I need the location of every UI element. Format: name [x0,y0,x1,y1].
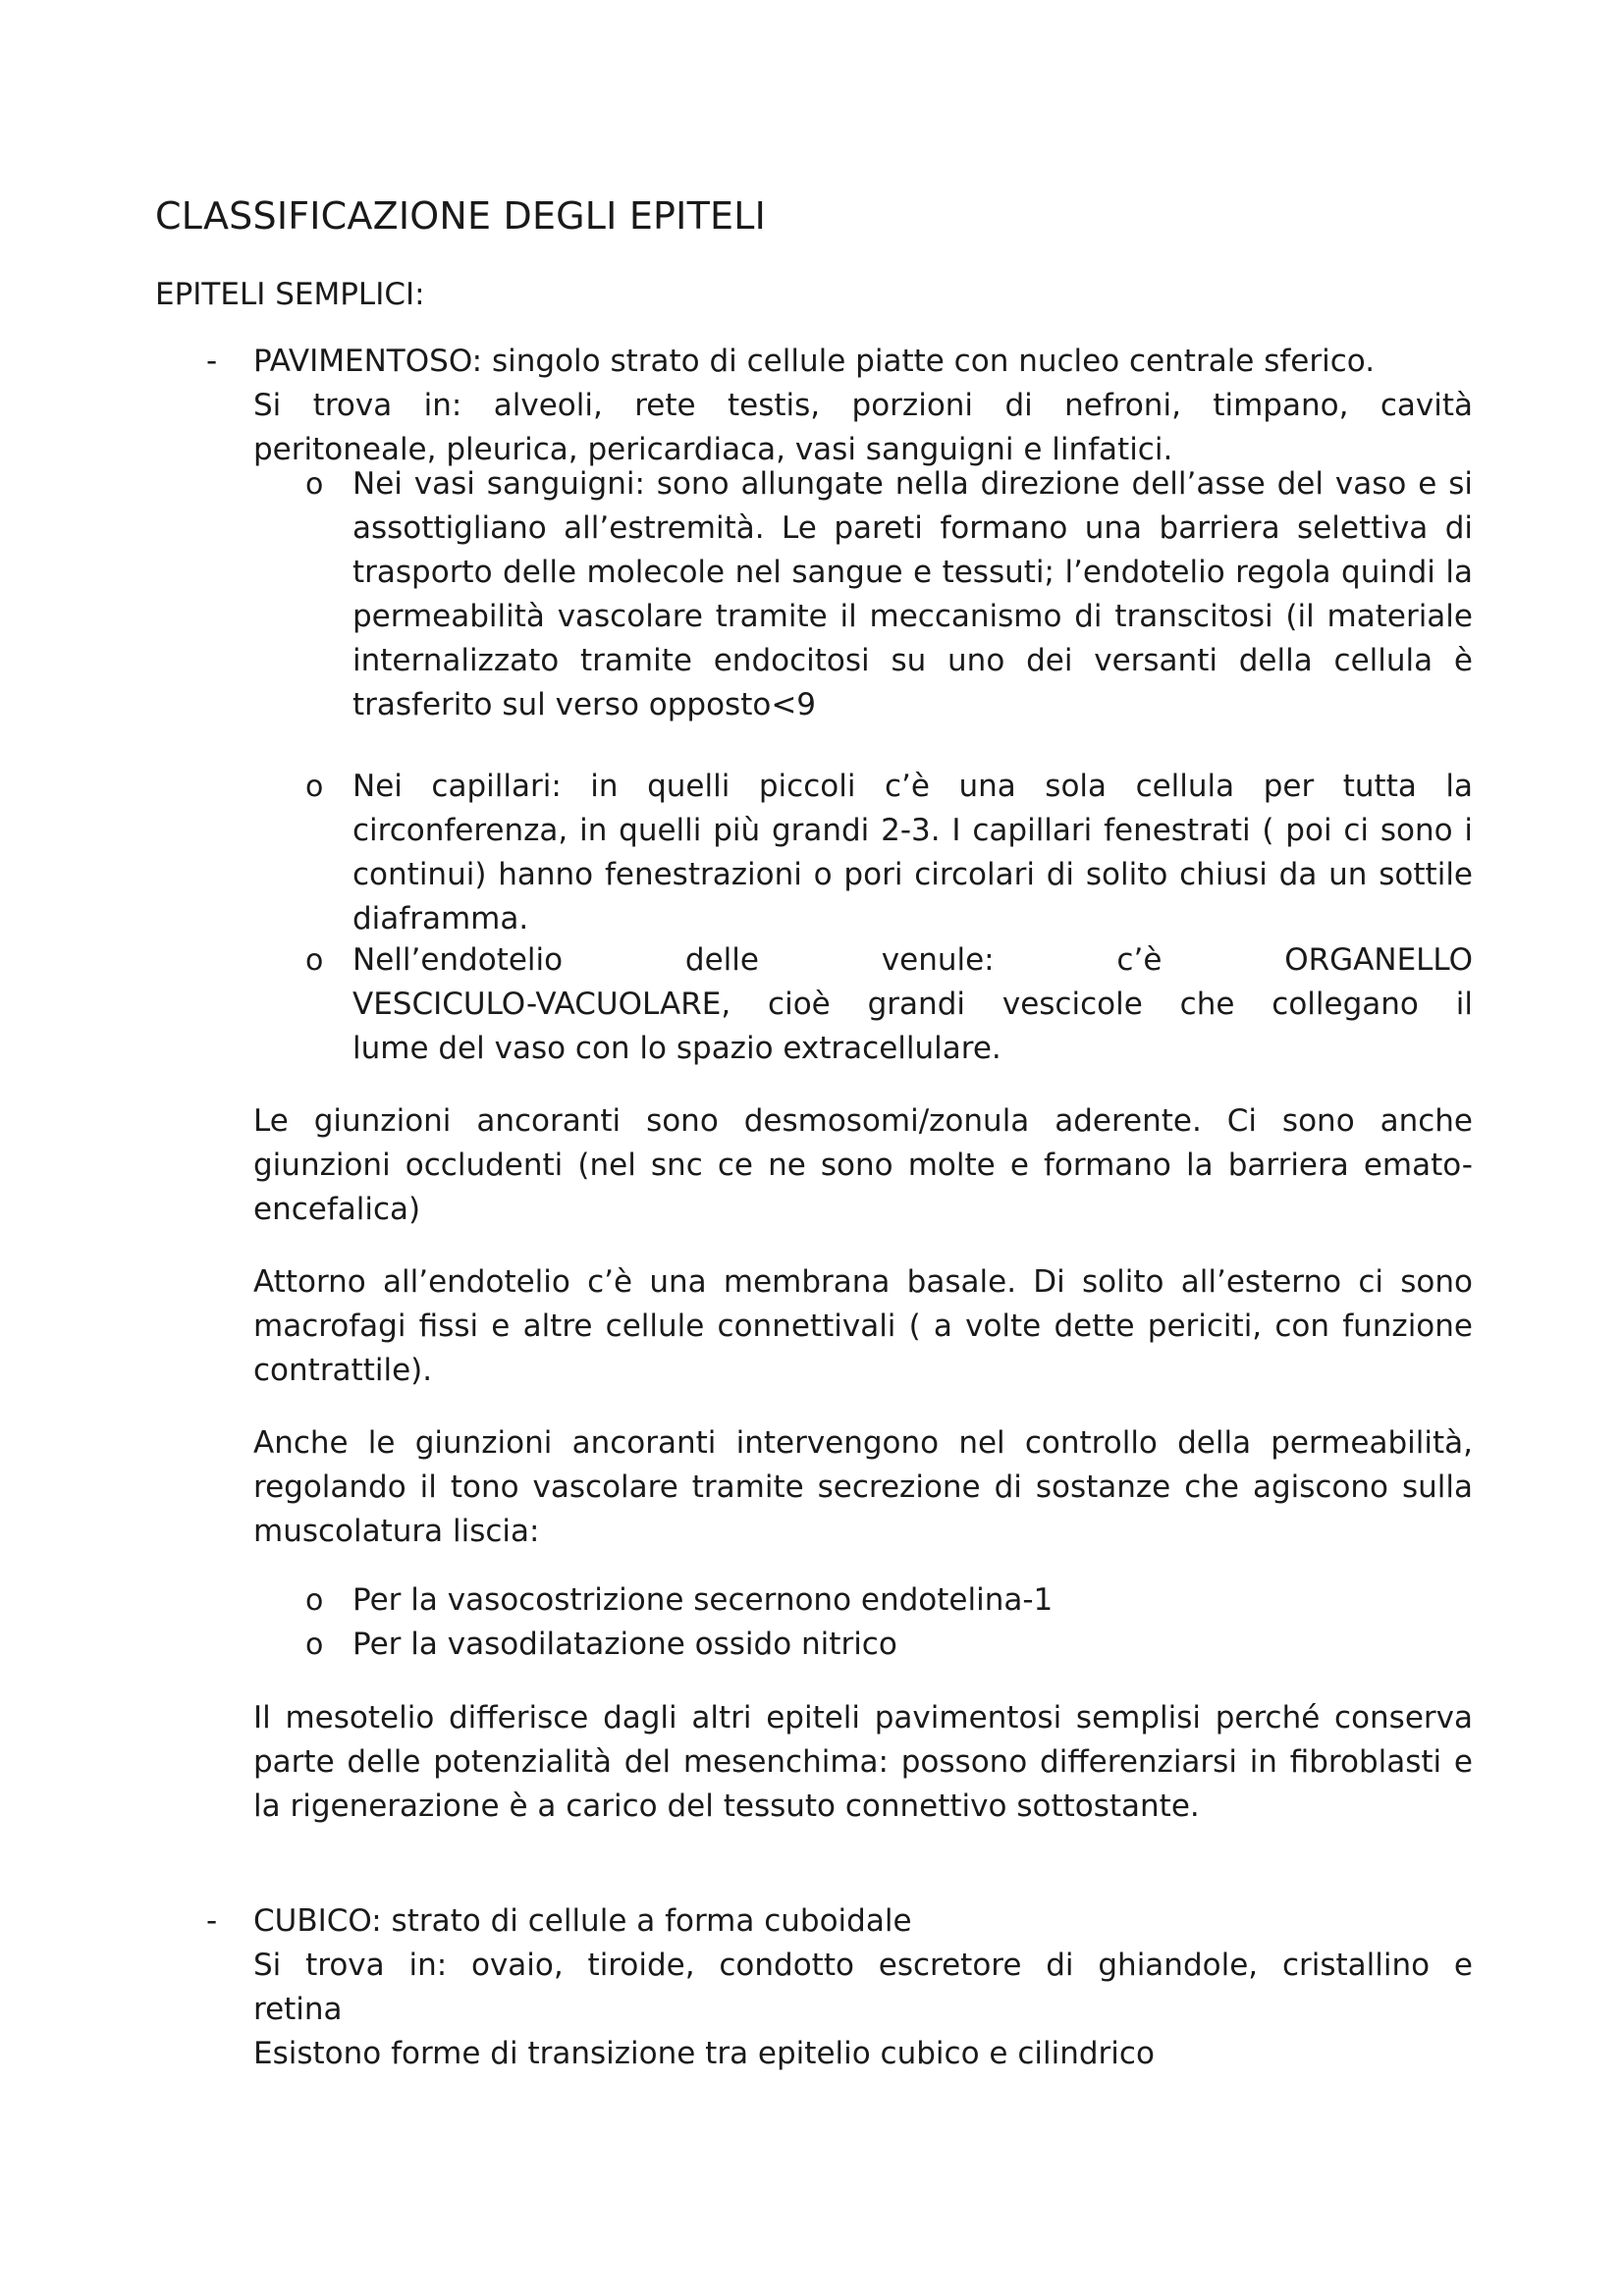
sub-item-venule [352,938,1473,1071]
cubico-line-4: Esistono forme di transizione tra epitelio cubico e cilindrico [253,2036,1155,2071]
pavimentoso-line-3: peritoneale, pleurica, pericardiaca, vasi sanguigni e linfatici. [253,432,1173,467]
venule-line-3: lume del vaso con lo spazio extracellulare. [352,1031,1001,1066]
document-title: CLASSIFICAZIONE DEGLI EPITELI [155,194,766,238]
paragraph-giunzioni: Le giunzioni ancoranti sono desmosomi/zonula aderente. Ci sono anche giunzioni occludenti (nel snc ce ne sono molte e formano la barriera emato-encefalica) [253,1103,1473,1227]
pavimentoso-line-2: Si trova in: alveoli, rete testis, porzioni di nefroni, timpano, cavità [253,388,1473,423]
venule-line-1: Nell’endotelio delle venule: c’è ORGANELLO [352,942,1473,978]
pavimentoso-line-1: PAVIMENTOSO: singolo strato di cellule piatte con nucleo centrale sferico. [253,344,1376,379]
paragraph-permeabilita: Anche le giunzioni ancoranti intervengono nel controllo della permeabilità, regolando il tono vascolare tramite secrezione di sostanze che agiscono sulla muscolatura liscia: [253,1425,1473,1549]
paragraph-membrana-basale: Attorno all’endotelio c’è una membrana basale. Di solito all’esterno ci sono macrofagi fissi e altre cellule connettivali ( a volte dette periciti, con funzione contrattile). [253,1264,1473,1388]
sub-bullet-marker: o [305,467,324,502]
sub-bullet-marker: o [305,1628,324,1662]
list-item-pavimentoso [253,340,1473,472]
sub-bullet-marker: o [305,943,324,978]
section-heading: EPITELI SEMPLICI: [155,277,425,312]
bullet-vasocostrizione: Per la vasocostrizione secernono endotelina-1 [352,1582,1054,1618]
cubico-line-2: Si trova in: ovaio, tiroide, condotto escretore di ghiandole, cristallino e [253,1948,1473,1983]
sub-item-capillari: Nei capillari: in quelli piccoli c’è una sola cellula per tutta la circonferenza, in quelli più grandi 2-3. I capillari fenestrati ( poi ci sono i continui) hanno fenestrazioni o pori circolari di solito chiusi da un sottile diaframma. [352,769,1473,936]
paragraph-mesotelio: Il mesotelio differisce dagli altri epiteli pavimentosi semplisi perché conserva parte delle potenzialità del mesenchima: possono differenziarsi in fibroblasti e la rigenerazione è a carico del tessuto connettivo sottostante. [253,1700,1473,1824]
bullet-vasodilatazione: Per la vasodilatazione ossido nitrico [352,1627,897,1662]
list-item-cubico [253,1899,1473,2076]
venule-line-2: VESCICULO-VACUOLARE, cioè grandi vescicole che collegano il [352,987,1473,1022]
cubico-line-3: retina [253,1992,343,2027]
sub-bullet-marker: o [305,1583,324,1618]
sub-item-vasi-sanguigni: Nei vasi sanguigni: sono allungate nella direzione dell’asse del vaso e si assottigliano all’estremità. Le pareti formano una barriera selettiva di trasporto delle molecole nel sangue e tessuti; l’endotelio regola quindi la permeabilità vascolare tramite il meccanismo di transcitosi (il materiale internalizzato tramite endocitosi su uno dei versanti della cellula è trasferito sul verso opposto<9 [352,466,1473,722]
sub-bullet-marker: o [305,770,324,804]
cubico-line-1: CUBICO: strato di cellule a forma cuboidale [253,1903,912,1939]
list-dash-marker: - [206,1903,218,1939]
list-dash-marker: - [206,344,218,379]
